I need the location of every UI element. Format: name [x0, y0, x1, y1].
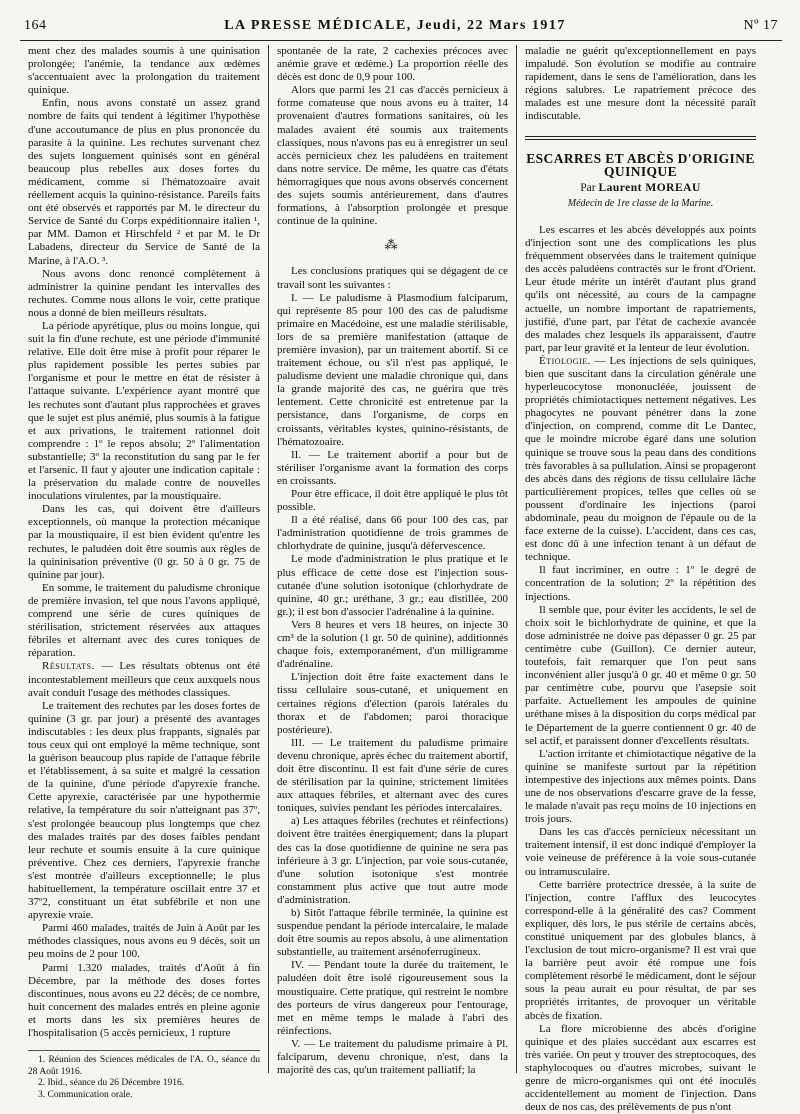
- paragraph: La période apyrétique, plus ou moins longue, qui suit la fin d'une rechute, est une période d'immunité relative. Elle doit être mise à profit pour réparer le plus rapidement possible les pertes subies par l'organisme et pour le mettre en état de résister à l'attaque suivante. L'expérience ayant montré que les rechutes sont d'autant plus rapprochées et graves que le sujet est plus anémié, plus soumis à la fatigue et aux privations, le traitement rationnel doit comprendre : 1º le repos absolu; 2º l'alimentation substantielle; 3º la reconstitution du sang par le fer et l'arsenic. Il faut y ajouter une indication capitale : la préservation du malade contre de nouvelles inoculations virulentes, par la moustiquaire.: [28, 319, 260, 503]
- author-prefix: Par: [580, 181, 596, 194]
- author-name: Laurent MOREAU: [598, 181, 701, 194]
- paragraph: b) Sitôt l'attaque fébrile terminée, la quinine est suspendue pendant la période intercalaire, le malade doit être soumis au repos absolu, à une alimentation substantielle, au traitement arsénoferrugineux.: [277, 907, 508, 959]
- footnote: 2. Ibid., séance du 26 Décembre 1916.: [38, 1078, 185, 1089]
- paragraph: IV. — Pendant toute la durée du traitement, le paludéen doit être isolé rigoureusement sous la moustiquaire. Cette pratique, qui restreint le nombre des porteurs de virus dangereux pour l'entourage, met en même temps le malade à l'abri des réinfections.: [277, 959, 508, 1037]
- paragraph: Dans les cas, qui doivent être d'ailleurs exceptionnels, où manque la protection mécanique par la moustiquaire, il est bien évident qu'entre les rechutes, le paludéen doit être soumis aux règles de la quininisation préventive (0 gr. 50 à 0 gr. 75 de quinine par jour).: [28, 503, 260, 581]
- columns: [20, 45, 782, 1114]
- paragraph: Les conclusions pratiques qui se dégagent de ce travail sont les suivantes :: [277, 265, 508, 291]
- paragraph: V. — Le traitement du paludisme primaire à Pl. falciparum, devenu chronique, n'est, dans la majorité des cas, qu'un traitement palliatif; la: [277, 1037, 508, 1077]
- paragraph: Alors que parmi les 21 cas d'accès pernicieux à forme comateuse que nous avons eu à traiter, 14 provenaient d'autres formations sanitaires, où les malades avaient été soumis aux traitements classiques, nous n'avons pas eu à enregistrer un seul accès pernicieux chez les paludéens en traitement dans notre service. De même, les quatre cas d'états hémorragiques que nous avons observés concernent des sujets soumis antérieurement, dans d'autres formations, à l'absorption prolongée et presque continue de la quinine.: [277, 84, 508, 228]
- paragraph: L'injection doit être faite exactement dans le tissu cellulaire sous-cutané, et uniquement en certaines régions d'élection (parois latérales du thorax et de l'abdomen; paroi thoracique postérieure).: [277, 671, 508, 736]
- column-3: [516, 45, 764, 1114]
- column-1: [20, 45, 268, 1100]
- paragraph: La flore microbienne des abcès d'origine quinique et des plaies succédant aux escarres est très variée. On peut y trouver des streptocoques, des staphylocoques ou d'autres microbes, suivant le genre de micro-organismes qui ont été inoculés accidentellement au moment de l'injection. Dans deux de nos cas, des prélèvements de pus n'ont: [525, 1022, 756, 1114]
- page-number: 164: [24, 18, 47, 33]
- article-author: [525, 182, 756, 195]
- header-rule: [20, 40, 782, 41]
- paragraph: maladie ne guérit qu'exceptionnellement en pays impaludé. Son évolution se modifie au contraire rapidement, dans le sens de l'amélioration, dans les régions salubres. Le rapatriement précoce des malades est une mesure dont la nécessité paraît indiscutable.: [525, 45, 756, 123]
- paragraph: Il faut incriminer, en outre : 1º le degré de concentration de la solution; 2º la répétition des injections.: [525, 564, 756, 603]
- paragraph: Les escarres et les abcès développés aux points d'injection sont une des complications les plus fréquemment observées dans le traitement quinique des accès paludéens contractés sur le front d'Orient. Leur étude mérite un intérêt d'autant plus grand qu'ils ont nécessité, au cours de la campagne actuelle, un nombre important de rapatriements, justifié, d'une part, par l'état de cachexie avancée des malades chez lesquels ils apparaissent, d'autre part, par leur gravité et la lenteur de leur évolution.: [525, 223, 756, 354]
- paragraph: En somme, le traitement du paludisme chronique de première invasion, tel que nous l'avons appliqué, comprend une série de cures quiniques de stérilisation, strictement réservées aux attaques fébriles et alternant avec des cures toniques de réparation.: [28, 581, 260, 660]
- paragraph: Cette barrière protectrice dressée, à la suite de l'injection, contre l'afflux des leucocytes correspond-elle à la généralité des cas? Comment expliquer, dès lors, le pus stérile de certains abcès, constitué uniquement par des globules blancs, à l'exclusion de tout micro-organisme? Il est vrai que la barrière peut avoir été rompue une fois complètement résorbé le médicament, dont le séjour sous la peau aurait eu pour résultat, de par ses propriétés irritantes, de provoquer un véritable abcès de fixation.: [525, 878, 756, 1022]
- paragraph: spontanée de la rate, 2 cachexies précoces avec anémie grave et œdème.) La proportion réelle des décès est donc de 0,9 pour 100.: [277, 45, 508, 84]
- journal-title: LA PRESSE MÉDICALE, Jeudi, 22 Mars 1917: [224, 18, 566, 33]
- section-text: — Les résultats obtenus ont été incontestablement meilleurs que ceux auxquels nous avait conduit l'usage des méthodes classiques.: [28, 660, 260, 699]
- page-header: [20, 14, 782, 34]
- paragraph: Enfin, nous avons constaté un assez grand nombre de faits qui tendent à légitimer l'hypothèse d'une accoutumance de plus en plus prononcée du parasite à la quinine. Les rechutes survenant chez des sujets longuement quinisés sont en général beaucoup plus rebelles aux doses fortes du médicament, comme si l'hématozoaire avait réellement acquis la quinino-résistance. Pareils faits ont été observés et rapportés par M. le directeur du Service de Santé du Corps expéditionnaire italien ¹, par MM. Damon et Hirschfeld ² et par M. le Dr Labadens, directeur du Service de Santé de la Marine, à l'A.O. ³.: [28, 97, 260, 267]
- paragraph: II. — Le traitement abortif a pour but de stériliser l'organisme avant la formation des corps en croissants.: [277, 448, 508, 487]
- paragraph: Le mode d'administration le plus pratique et le plus efficace de cette dose est l'injection sous-cutanée d'une solution isotonique (chlorhydrate de quinine, 40 gr.; uréthane, 3 gr.; eau distillée, 200 gr.); il est bon d'associer l'adrénaline à la quinine.: [277, 553, 508, 618]
- section-label: Résultats.: [42, 660, 95, 673]
- article-rule: [525, 139, 756, 140]
- paragraph: Le traitement des rechutes par les doses fortes de quinine (3 gr. par jour) a présenté des avantages indiscutables : les deux plus frappants, signalés par tous ceux qui ont employé la même technique, sont la guérison beaucoup plus rapide de l'attaque fébrile et l'établissement, à sa suite et malgré la cessation de la quinine, d'une période d'apyrexie franche. Cette apyrexie, caractérisée par une hypothermie relative, la température du soir n'atteignant pas 37º, s'est prolongée beaucoup plus longtemps que chez des malades traités par des doses faibles pendant leur rechute et soumis ensuite à la cure quinique préventive. Chez ces derniers, l'apyrexie franche s'est montrée d'ailleurs exceptionnelle; le plus habituellement, la température oscillait entre 37 et 37º2, constituant un état subfébrile et non une apyrexie vraie.: [28, 699, 260, 922]
- paragraph: Dans les cas d'accès pernicieux nécessitant un traitement intensif, il est donc indiqué d'employer la voie veineuse de préférence à la voie sous-cutanée ou intramusculaire.: [525, 826, 756, 878]
- paragraph: Pour être efficace, il doit être appliqué le plus tôt possible.: [277, 488, 508, 514]
- section-text: — Les injections de sels quiniques, bien que suscitant dans la circulation générale une hyperleucocytose mononucléée, jouissent de propriétés chimiotactiques nettement négatives. Les phagocytes ne pouvant pénétrer dans la zone d'injection, on comprend, comme dit Le Dantec, que le moindre microbe égaré dans une solution quinique se trouve sous la peau dans des conditions très favorables à sa pullulation. Ainsi se propageront des abcès dans des régions de tissu cellulaire lâche particulièrement propices, telles que celles où se poussent d'ordinaire les injections (paroi abdominale, peau du moignon de l'épaule ou de la face externe de la cuisse). L'accident, dans ces cas, est donc dû à une infection tenant à un défaut de technique.: [525, 354, 756, 564]
- paragraph: Il a été réalisé, dans 66 pour 100 des cas, par l'administration quotidienne de trois grammes de chlorhydrate de quinine, jusqu'à défervescence.: [277, 514, 508, 553]
- paragraph: Vers 8 heures et vers 18 heures, on injecte 30 cm³ de la solution (1 gr. 50 de quinine), additionnés chaque fois, extemporanément, d'un milligramme d'adrénaline.: [277, 618, 508, 671]
- section-label: Étiologie.: [539, 354, 591, 367]
- paragraph: III. — Le traitement du paludisme primaire devenu chronique, après échec du traitement abortif, doit être discontinu. Il est fait d'une série de cures de stérilisation par la quinine, strictement limitées aux attaques fébriles, et alternant avec des cures toniques, suivies pendant les périodes intercalaires.: [277, 736, 508, 815]
- footnote: 3. Communication orale.: [38, 1089, 133, 1100]
- paragraph: Parmi 460 malades, traités de Juin à Août par les méthodes classiques, nous avons eu 9 décès, soit un peu moins de 2 pour 100.: [28, 922, 260, 961]
- article-rule: [525, 136, 756, 137]
- paragraph: [28, 660, 260, 699]
- author-affiliation: Médecin de 1re classe de la Marine.: [567, 197, 714, 209]
- paragraph: I. — Le paludisme à Plasmodium falciparum, qui représente 85 pour 100 des cas de paludisme primaire en Macédoine, est une maladie stérilisable, lors de sa première manifestation (attaque de première invasion), par un traitement abortif. Si ce traitement échoue, ou s'il n'est pas appliqué, le paludisme devient une maladie chronique qui, dans la grande majorité des cas, ne guérira que très lentement. Cette chronicité est entretenue par la persistance, dans l'organisme, de corps en croissants, véritables kystes, quinino-résistants, de l'hématozoaire.: [277, 291, 508, 448]
- paragraph: a) Les attaques fébriles (rechutes et réinfections) doivent être traitées énergiquement; dans la plupart des cas la dose quotidienne de quinine ne sera pas inférieure à 3 gr. L'injection, par voie sous-cutanée, d'une solution isotonique s'est montrée constamment plus active que tout autre mode d'administration.: [277, 815, 508, 906]
- column-2: [268, 45, 516, 1077]
- paragraph: L'action irritante et chimiotactique négative de la quinine se manifeste surtout par la répétition intempestive des injections aux mêmes points. Dans une de nos observations d'escarre grave de la fesse, le malade n'avait pas reçu moins de 10 injections en trois jours.: [525, 747, 756, 826]
- article-title: ESCARRES ET ABCÈS D'ORIGINE QUINIQUE: [526, 150, 755, 179]
- paragraph: ment chez des malades soumis à une quinisation prolongée; l'anémie, la tendance aux œdèmes s'accentuaient avec la prolongation du traitement quinique.: [28, 45, 260, 97]
- paragraph: Il semble que, pour éviter les accidents, le sel de choix soit le bichlorhydrate de quinine, et que la dose administrée ne doive pas dépasser 0 gr. 25 par centimètre cube (Guillon). Ce dernier auteur, toutefois, fait remarquer que l'on peut sans inconvénient aller jusqu'à 0 gr. 40 et même 0 gr. 50 par centimètre cube, pourvu que l'asepsie soit parfaite. Actuellement les ampoules de quinine uréthane mises à la disposition du corps médical par le Département de la guerre contiennent 0 gr. 40 de sel actif, et paraissent donner d'excellents résultats.: [525, 603, 756, 747]
- footnotes: [28, 1050, 260, 1101]
- paragraph: Parmi 1.320 malades, traités d'Août à fin Décembre, par la méthode des doses fortes discontinues, nous avons eu 22 décès; de ce nombre, huit concernent des malades entrés en pleine agonie et morts dans les six premières heures de l'hospitalisation (5 accès pernicieux, 1 rupture: [28, 961, 260, 1040]
- footnote: 1. Réunion des Sciences médicales de l'A. O., séance du 28 Août 1916.: [28, 1055, 260, 1077]
- paragraph: [525, 355, 756, 565]
- paragraph: Nous avons donc renoncé complètement à administrer la quinine pendant les intervalles des rechutes. Comme nous allons le voir, cette pratique nous a donné de bien meilleurs résultats.: [28, 267, 260, 319]
- issue-number: Nº 17: [743, 18, 778, 33]
- asterism: ⁂: [384, 237, 401, 253]
